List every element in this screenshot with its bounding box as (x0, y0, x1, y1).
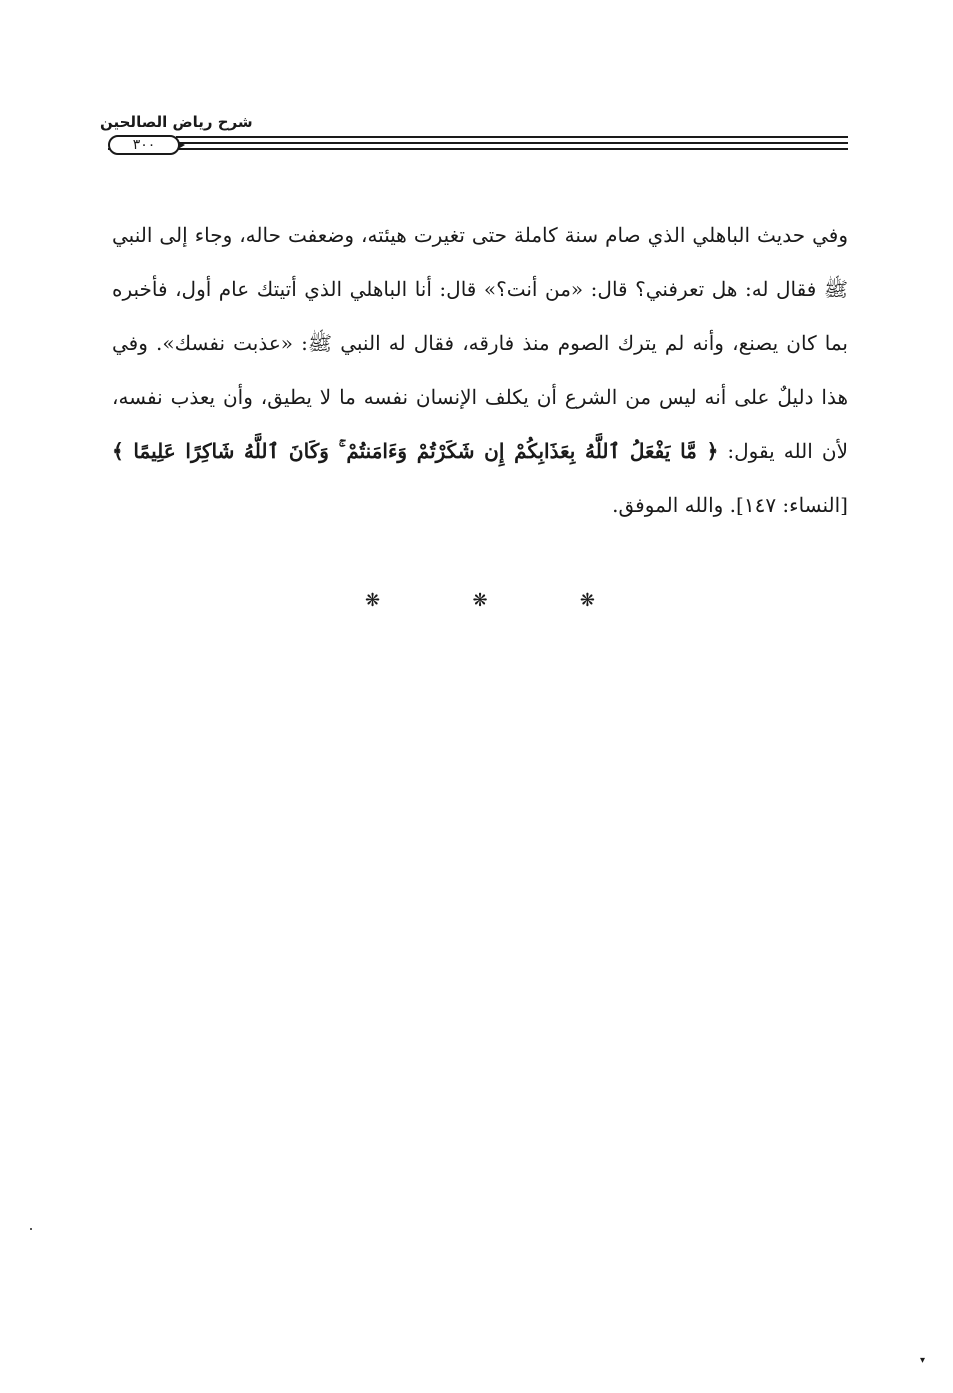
quran-verse: ﴿ مَّا يَفْعَلُ ٱللَّهُ بِعَذَابِكُمْ إِن شَكَرْتُمْ وَءَامَنتُمْ ۚ وَكَانَ ٱللَّهُ شَاكِرًا عَلِيمًا ﴾ (112, 439, 719, 463)
scan-speck (30, 1228, 32, 1230)
header-rule (108, 134, 848, 154)
closing-phrase: والله الموفق. (612, 493, 724, 517)
running-header-title: شرح رياض الصالحين (100, 113, 253, 131)
verse-reference: [النساء: ١٤٧]. (723, 493, 848, 517)
header-rule-line-top (176, 136, 848, 138)
page-number: ٣٠٠ (108, 135, 180, 155)
paragraph-text: وفي حديث الباهلي الذي صام سنة كاملة حتى تغيرت هيئته، وضعفت حاله، وجاء إلى النبي ﷺ فقال له: هل تعرفني؟ قال: «من أنت؟» قال: أنا الباهلي الذي أتيتك عام أول، فأخبره بما كان يصنع، وأنه لم يترك الصوم منذ فارقه، فقال له النبي ﷺ: «عذبت نفسك». وفي هذا دليلٌ على أنه ليس من الشرع أن يكلف الإنسان نفسه ما لا يطيق، وأن يعذب نفسه، لأن الله يقول: (112, 223, 848, 463)
separator-star-icon: ❋ (579, 590, 595, 611)
header-rule-line-middle (176, 142, 848, 144)
separator-star-icon: ❋ (472, 590, 488, 611)
main-paragraph (112, 208, 848, 532)
corner-mark-icon: ▾ (920, 1355, 926, 1366)
separator-star-icon: ❋ (365, 590, 381, 611)
page-number-pointer (178, 141, 185, 149)
section-separator (365, 590, 595, 611)
header-rule-line-bottom (108, 148, 848, 150)
